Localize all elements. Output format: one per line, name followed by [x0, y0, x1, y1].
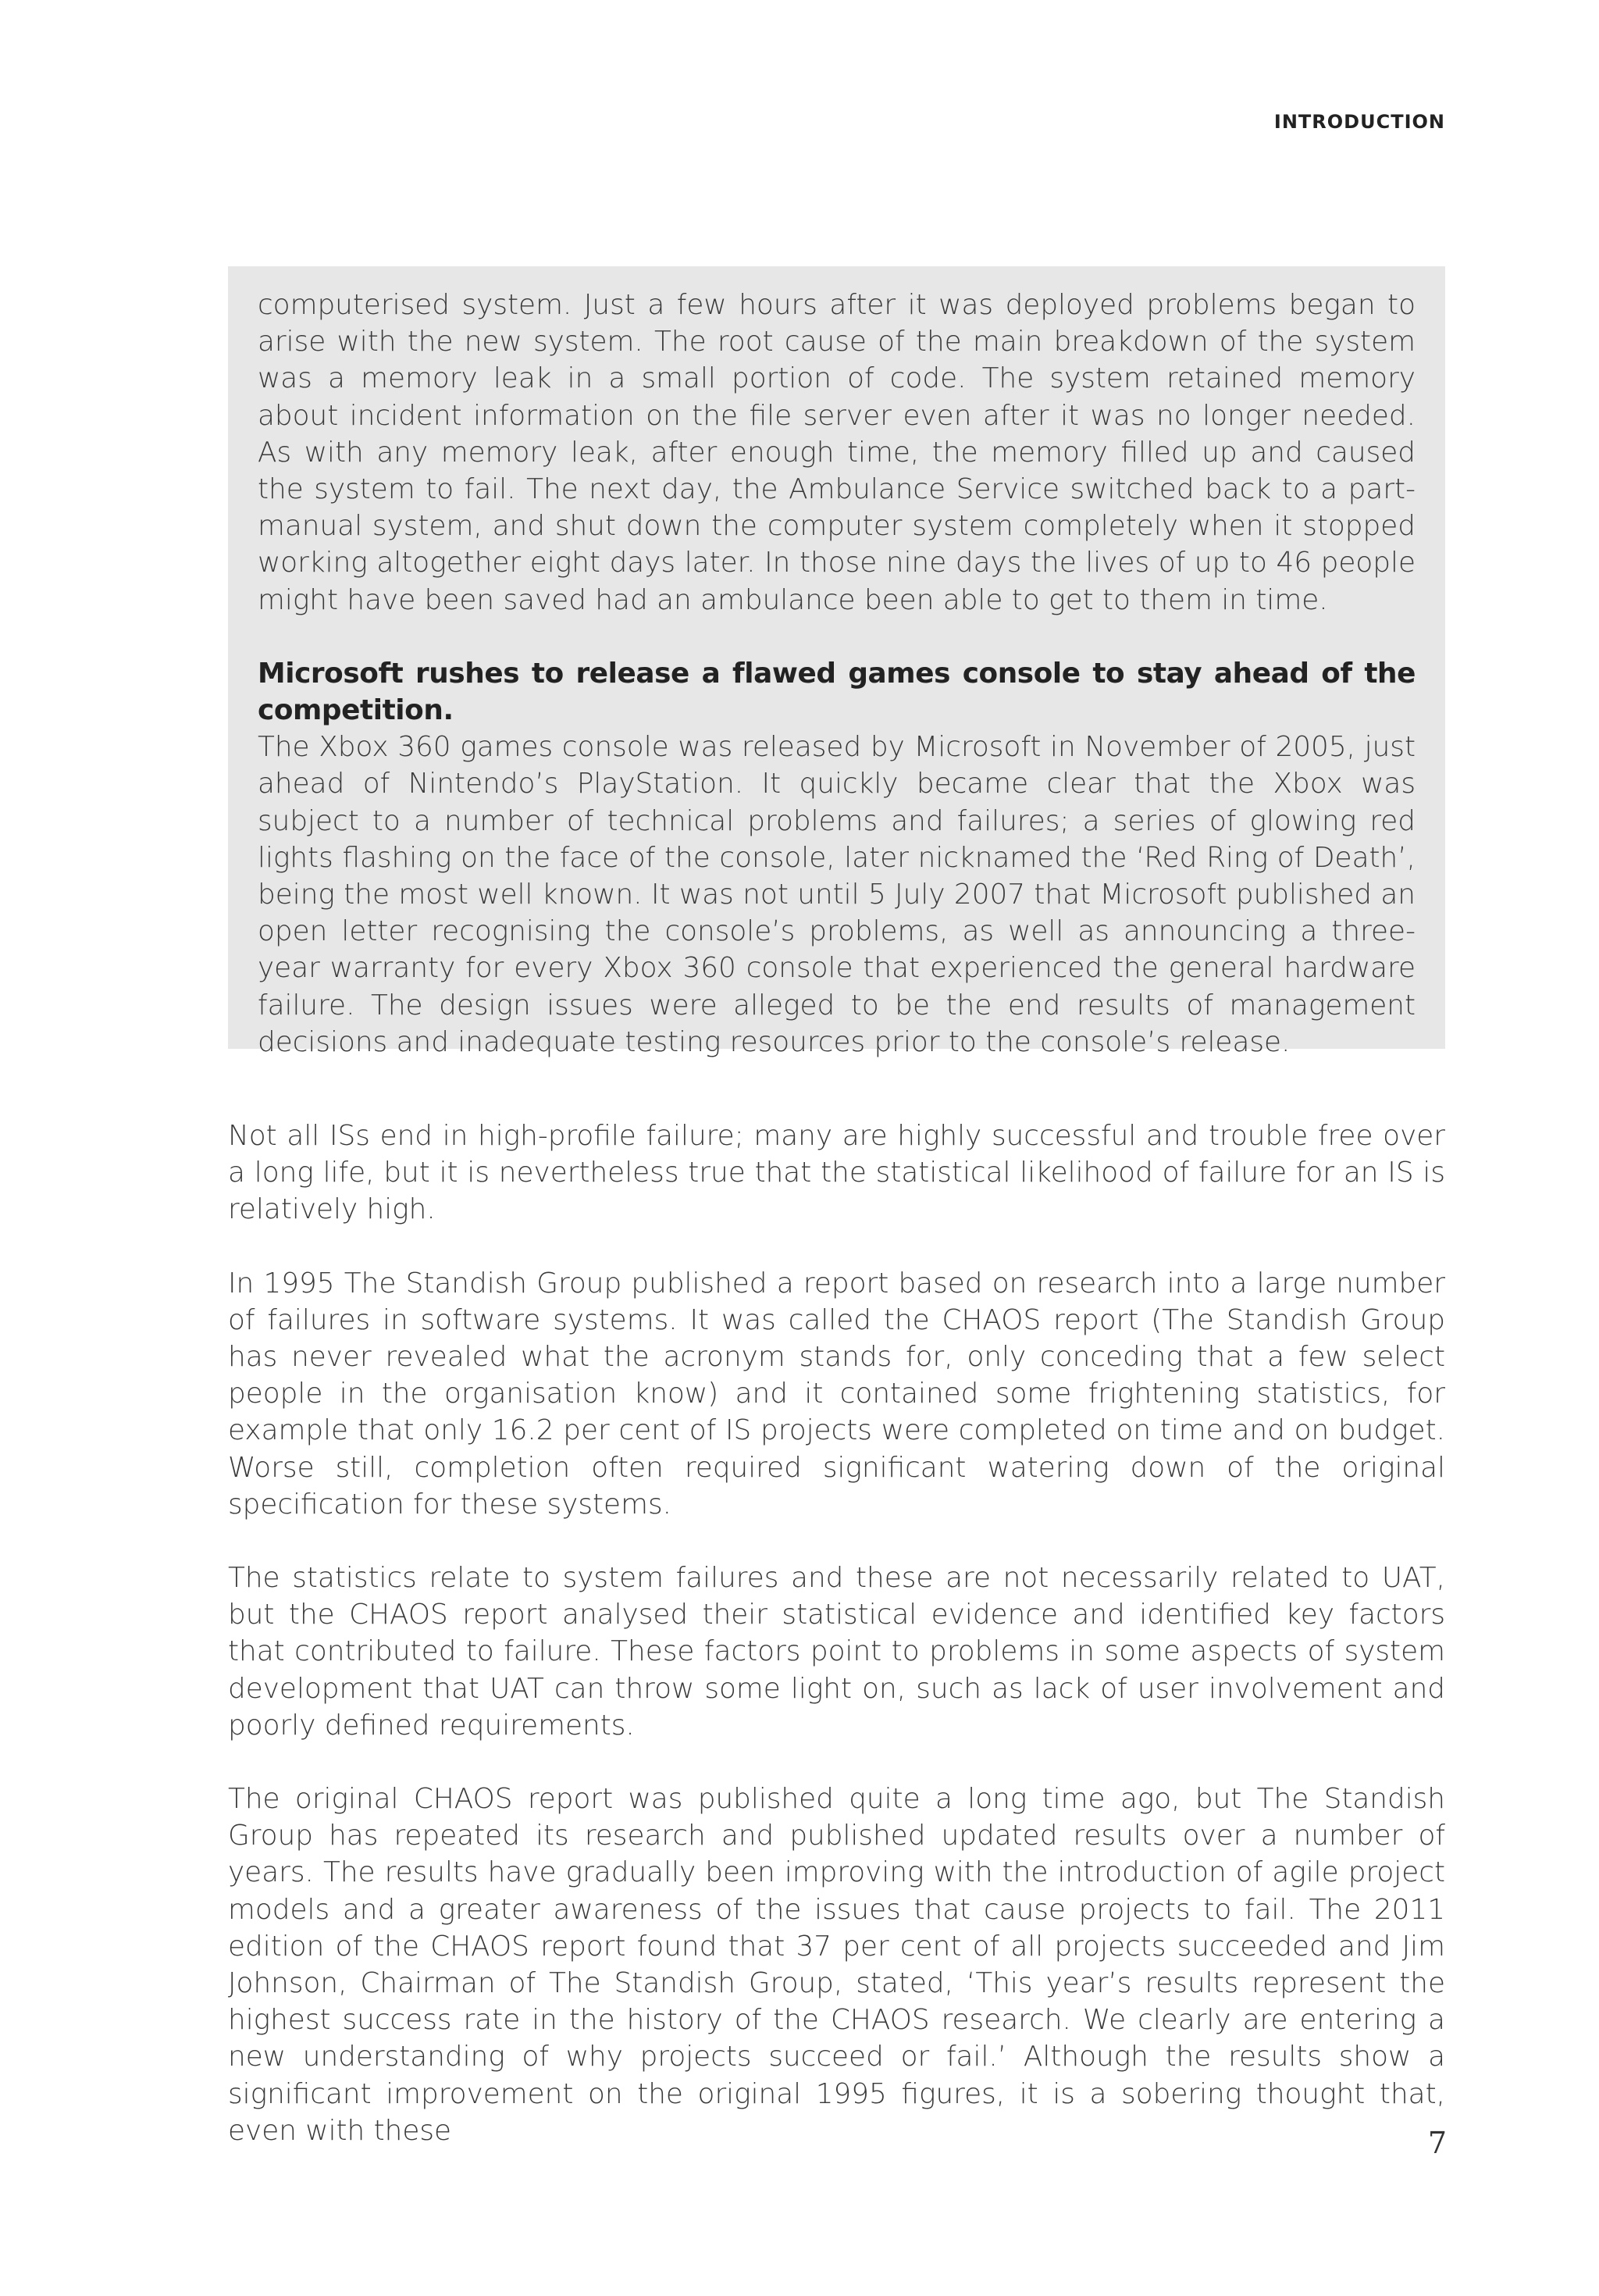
xbox-case-text: The Xbox 360 games console was released by Microsoft in November of 2005, just ahead of Nintendo’s PlayStation. It quickly became clear that the Xbox was subject to a number of technical problems and failures; a series of glowing red lights flashing on the face of the console, later nicknamed the ‘Red Ring of Death’, being the most well known. It was not until 5 July 2007 that Microsoft published an open letter recognising the console’s problems, as well as announcing a three-year warranty for every Xbox 360 console that experienced the general hardware failure. The design issues were alleged to be the end results of management decisions and inadequate testing resources prior to the console’s release. [258, 731, 1416, 1058]
body-paragraph: In 1995 The Standish Group published a report based on research into a large number of failures in software systems. It was called the CHAOS report (The Standish Group has never revealed what the acronym stands for, only conceding that a few select people in the organisation know) and it contained some frightening statistics, for example that only 16.2 per cent of IS projects were completed on time and on budget. Worse still, completion often required significant watering down of the original specification for these systems. [228, 1267, 1445, 1521]
xbox-case [258, 655, 1416, 1061]
ambulance-paragraph: computerised system. Just a few hours after it was deployed problems began to arise with the new system. The root cause of the main breakdown of the system was a memory leak in a small portion of code. The system retained memory about incident information on the file server even after it was no longer needed. As with any memory leak, after enough time, the memory filled up and caused the system to fail. The next day, the Ambulance Service switched back to a part-manual system, and shut down the computer system completely when it stopped working altogether eight days later. In those nine days the lives of up to 46 people might have been saved had an ambulance been able to get to them in time. [258, 289, 1416, 616]
body-paragraph: The statistics relate to system failures and these are not necessarily related to UAT, but the CHAOS report analysed their statistical evidence and identified key factors that contributed to failure. These factors point to problems in some aspects of system development that UAT can throw some light on, such as lack of user involvement and poorly defined requirements. [228, 1562, 1445, 1742]
running-head: INTRODUCTION [1273, 111, 1445, 133]
body-paragraph: Not all ISs end in high-profile failure; many are highly successful and trouble free over a long life, but it is nevertheless true that the statistical likelihood of failure for an IS is relatively high. [228, 1120, 1445, 1226]
xbox-case-heading: Microsoft rushes to release a flawed games console to stay ahead of the competition. [258, 657, 1416, 727]
page-number: 7 [1427, 2126, 1447, 2160]
body-text [228, 1118, 1445, 2149]
case-study-box [228, 266, 1445, 1058]
body-paragraph: The original CHAOS report was published quite a long time ago, but The Standish Group has repeated its research and published updated results over a number of years. The results have gradually been improving with the introduction of agile project models and a greater awareness of the issues that cause projects to fail. The 2011 edition of the CHAOS report found that 37 per cent of all projects succeeded and Jim Johnson, Chairman of The Standish Group, stated, ‘This year’s results represent the highest success rate in the history of the CHAOS research. We clearly are entering a new understanding of why projects succeed or fail.’ Although the results show a significant improvement on the original 1995 figures, it is a sobering thought that, even with these [228, 1783, 1445, 2147]
